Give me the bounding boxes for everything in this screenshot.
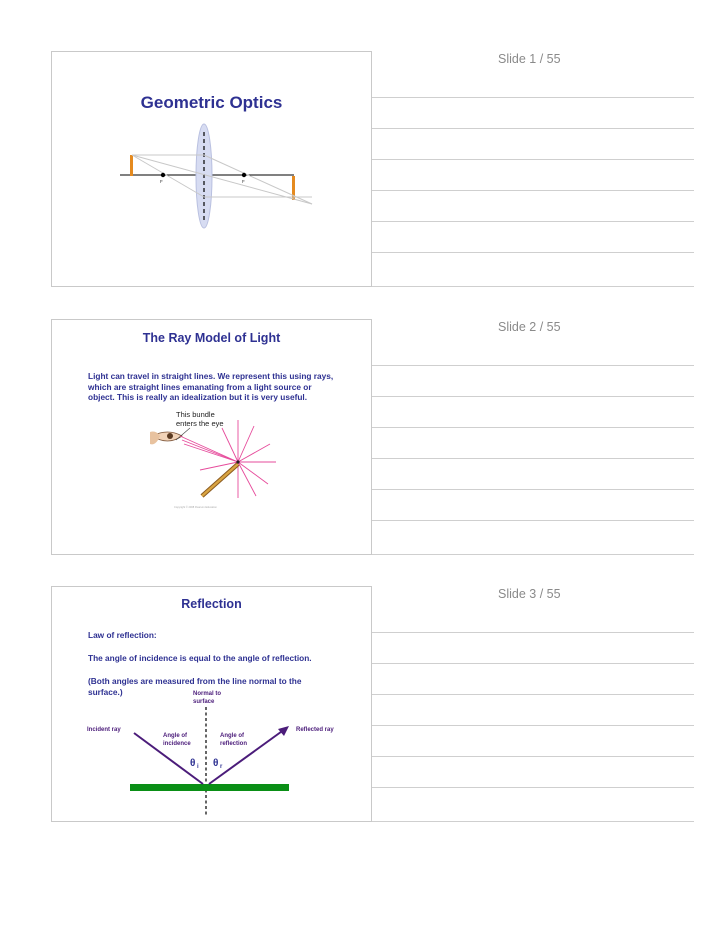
law-label: Law of reflection: <box>88 630 157 640</box>
slide-title: The Ray Model of Light <box>142 331 281 345</box>
note-line <box>372 396 694 397</box>
note-line <box>372 365 694 366</box>
reflecting-surface <box>130 784 289 791</box>
note-line <box>372 821 694 822</box>
note-line <box>372 97 694 98</box>
slide-counter: Slide 2 / 55 <box>498 320 561 334</box>
figure-caption: enters the eye <box>176 419 224 428</box>
note-line <box>372 725 694 726</box>
note-line <box>372 520 694 521</box>
note-line <box>372 756 694 757</box>
note-line <box>372 128 694 129</box>
focal-point-right <box>242 173 246 177</box>
note-line <box>372 252 694 253</box>
normal-label: Normal to <box>193 691 222 697</box>
note-line <box>372 458 694 459</box>
focal-label: F <box>242 179 245 184</box>
angle-of-incidence-label: incidence <box>163 741 191 747</box>
angle-of-incidence-label: Angle of <box>163 733 187 739</box>
note-line <box>372 427 694 428</box>
slide-2[interactable] <box>51 319 372 555</box>
reflected-ray-arrowhead <box>278 726 289 736</box>
reflected-ray-label: Reflected ray <box>296 727 334 733</box>
note-line <box>372 694 694 695</box>
note-line <box>372 489 694 490</box>
reflection-diagram <box>52 587 373 823</box>
theta-i-symbol: θ <box>190 758 196 769</box>
normal-label: surface <box>193 699 215 705</box>
figure-caption: This bundle <box>176 410 215 419</box>
note-line <box>372 286 694 287</box>
theta-r-subscript: r <box>220 764 223 770</box>
angle-of-reflection-label: Angle of <box>220 733 244 739</box>
slide-body-text: Light can travel in straight lines. We represent this using rays, which are straight lines emanating from a light source or object. This is really an idealization but it is very useful. <box>88 371 334 402</box>
slide-counter: Slide 3 / 55 <box>498 587 561 601</box>
slide-1[interactable] <box>51 51 372 287</box>
note-line <box>372 190 694 191</box>
focal-label: F <box>160 179 163 184</box>
note-line <box>372 221 694 222</box>
law-statement: The angle of incidence is equal to the angle of reflection. <box>88 653 312 663</box>
note-line <box>372 632 694 633</box>
theta-i-subscript: i <box>197 764 199 770</box>
angle-of-reflection-label: reflection <box>220 741 248 747</box>
note-line <box>372 663 694 664</box>
law-note: (Both angles are measured from the line normal to the surface.) <box>88 676 302 697</box>
note-line <box>372 159 694 160</box>
note-line <box>372 787 694 788</box>
lens-diagram <box>52 52 373 288</box>
svg-text:Copyright © 2008 Pearson Educa: Copyright © 2008 Pearson Education <box>174 506 217 509</box>
slide-title: Reflection <box>181 597 242 611</box>
theta-r-symbol: θ <box>213 758 219 769</box>
slide-3[interactable] <box>51 586 372 822</box>
note-line <box>372 554 694 555</box>
focal-point-left <box>161 173 165 177</box>
slide-counter: Slide 1 / 55 <box>498 52 561 66</box>
object-arrow <box>130 155 133 176</box>
ray-bundle-figure <box>52 320 373 556</box>
slide-title: Geometric Optics <box>140 93 283 112</box>
incident-ray-label: Incident ray <box>87 727 121 733</box>
